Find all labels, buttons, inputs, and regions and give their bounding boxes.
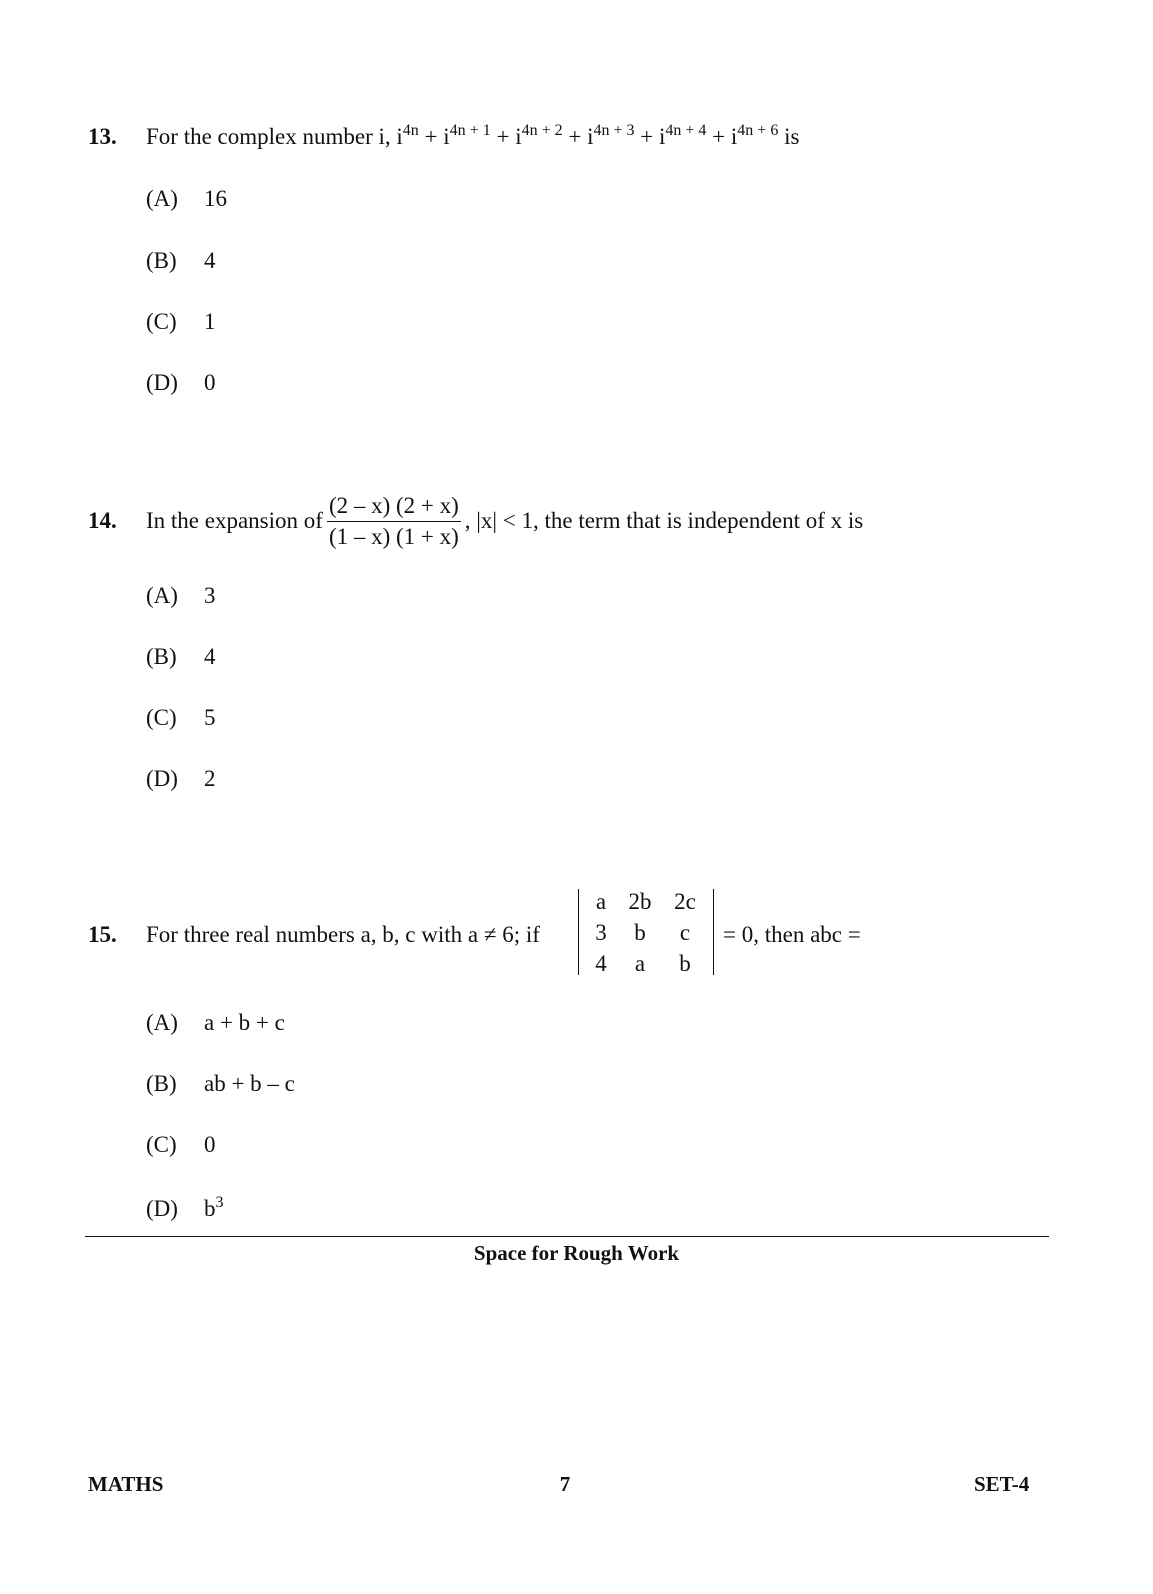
rough-work-label: Space for Rough Work xyxy=(473,1241,680,1265)
option-text: a + b + c xyxy=(204,1010,285,1035)
option-label: (A) xyxy=(146,186,178,211)
determinant-cell: b xyxy=(634,920,646,945)
exponent: 4n + 6 xyxy=(737,122,779,139)
option-d[interactable] xyxy=(146,370,216,396)
option-d[interactable] xyxy=(146,1196,224,1222)
footer-page-number: 7 xyxy=(559,1472,571,1496)
option-b[interactable] xyxy=(146,644,216,670)
determinant-cell: b xyxy=(679,951,691,976)
option-text: 0 xyxy=(204,370,216,395)
power-base: i xyxy=(587,124,594,149)
option-label: (A) xyxy=(146,583,178,608)
power-base: i xyxy=(443,124,450,149)
question-15-stem-prefix xyxy=(146,922,540,948)
option-label: (A) xyxy=(146,1010,178,1035)
fraction xyxy=(327,493,461,550)
option-label: (C) xyxy=(146,705,177,730)
question-15-stem-suffix xyxy=(723,922,861,948)
question-number: 13. xyxy=(88,124,117,149)
option-text: 16 xyxy=(204,186,227,211)
power-base: i xyxy=(730,124,738,149)
stem-prefix: For the complex number i, xyxy=(146,124,397,149)
exponent: 4n + 3 xyxy=(593,122,635,139)
option-c[interactable] xyxy=(146,1132,216,1158)
option-text: b xyxy=(204,1196,216,1221)
option-label: (D) xyxy=(146,766,178,791)
option-label: (D) xyxy=(146,1196,178,1221)
option-text: 2 xyxy=(204,766,216,791)
exponent: 4n + 2 xyxy=(521,122,563,139)
fraction-numerator: (2 – x) (2 + x) xyxy=(327,493,461,522)
question-number: 14. xyxy=(88,508,117,533)
exponent: 4n xyxy=(402,122,419,139)
power-base: i xyxy=(396,124,403,149)
power-base: i xyxy=(515,124,522,149)
exponent: 4n + 1 xyxy=(449,122,491,139)
option-b[interactable] xyxy=(146,248,216,274)
stem-suffix: is xyxy=(778,124,800,149)
option-superscript: 3 xyxy=(215,1194,224,1211)
option-text: 0 xyxy=(204,1132,216,1157)
determinant-cell: a xyxy=(595,889,607,914)
question-14 xyxy=(88,508,117,534)
option-label: (D) xyxy=(146,370,178,395)
stem-suffix: , |x| < 1, the term that is independent of x is xyxy=(464,508,864,533)
question-15 xyxy=(88,922,117,948)
stem-prefix: For three real numbers a, b, c with a ≠ 6; if xyxy=(146,922,540,947)
option-text: 5 xyxy=(204,705,216,730)
fraction-denominator: (1 – x) (1 + x) xyxy=(328,523,459,549)
option-label: (B) xyxy=(146,1071,177,1096)
option-label: (B) xyxy=(146,644,177,669)
stem-prefix: In the expansion of xyxy=(146,508,323,533)
footer-subject: MATHS xyxy=(88,1472,164,1496)
option-d[interactable] xyxy=(146,766,216,792)
option-a[interactable] xyxy=(146,1010,285,1036)
determinant-cell: a xyxy=(634,951,646,976)
question-13-stem: For the complex number i, $i^{4n} + i^{4n + 1} + i^{4n + 2} + i^{4n + 3} + i^{4n + 4} + i^{4n + 6}$ is xyxy=(146,122,800,149)
determinant xyxy=(578,889,714,975)
determinant-cell: c xyxy=(679,920,691,945)
determinant-cell: 2c xyxy=(674,889,696,914)
option-text: 4 xyxy=(204,644,216,669)
question-14-stem xyxy=(146,490,863,552)
option-text: 4 xyxy=(204,248,216,273)
question-number: 15. xyxy=(88,922,117,947)
determinant-cell: 3 xyxy=(595,920,607,945)
stem-suffix: = 0, then abc = xyxy=(723,922,861,947)
option-c[interactable] xyxy=(146,309,216,335)
option-label: (C) xyxy=(146,1132,177,1157)
power-base: i xyxy=(659,124,666,149)
question-13 xyxy=(88,124,117,150)
option-b[interactable] xyxy=(146,1071,295,1097)
option-text: 3 xyxy=(204,583,216,608)
divider xyxy=(85,1236,1049,1237)
option-text: ab + b – c xyxy=(204,1071,295,1096)
exponent: 4n + 4 xyxy=(665,122,707,139)
option-a[interactable] xyxy=(146,583,216,609)
option-c[interactable] xyxy=(146,705,216,731)
option-text: 1 xyxy=(204,309,216,334)
footer-set: SET-4 xyxy=(974,1472,1030,1496)
determinant-cell: 2b xyxy=(628,889,652,914)
option-a[interactable] xyxy=(146,186,227,212)
option-label: (B) xyxy=(146,248,177,273)
determinant-cell: 4 xyxy=(595,951,607,976)
option-label: (C) xyxy=(146,309,177,334)
